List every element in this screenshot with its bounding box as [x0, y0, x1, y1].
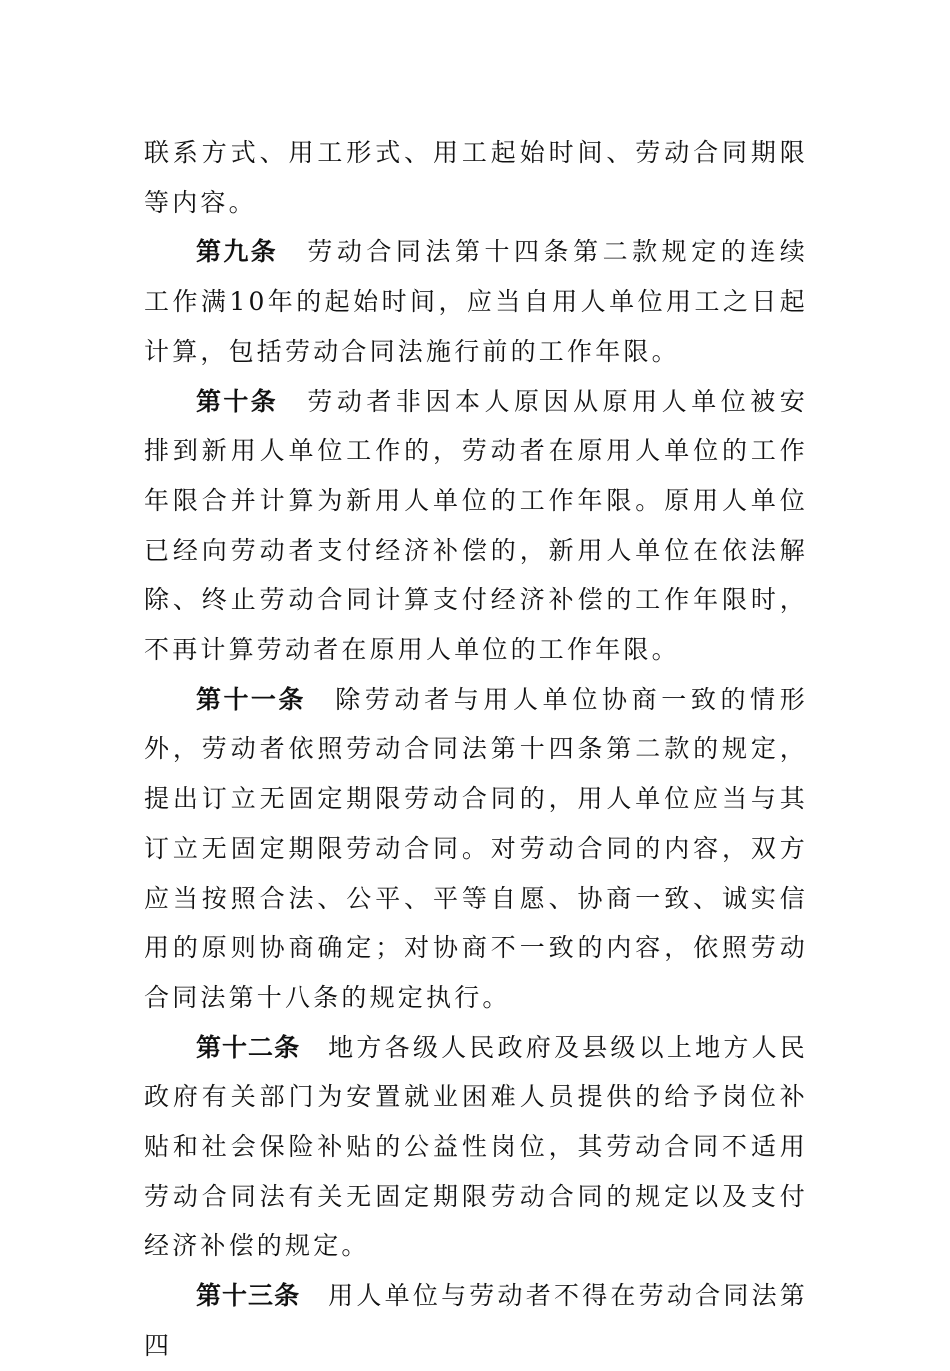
- article-13: [144, 1271, 808, 1370]
- article-number: 第九条: [196, 237, 278, 267]
- article-11: [144, 675, 808, 1023]
- article-number: 第十三条: [196, 1281, 301, 1311]
- article-number: 第十条: [196, 386, 278, 416]
- paragraph-text: 劳动合同法第十四条第二款规定的连续工作满10年的起始时间，应当自用人单位用工之日起计算，包括劳动合同法施行前的工作年限。: [144, 237, 808, 366]
- article-number: 第十二条: [196, 1032, 301, 1062]
- paragraph-text: 用人单位与劳动者不得在劳动合同法第四: [144, 1281, 808, 1360]
- article-9: [144, 227, 808, 376]
- article-12: [144, 1023, 808, 1272]
- article-10: [144, 377, 808, 675]
- document-body: [144, 128, 808, 1371]
- paragraph-text: 联系方式、用工形式、用工起始时间、劳动合同期限等内容。: [144, 138, 808, 217]
- paragraph-continuation: [144, 128, 808, 227]
- article-number: 第十一条: [196, 684, 306, 714]
- paragraph-text: 劳动者非因本人原因从原用人单位被安排到新用人单位工作的，劳动者在原用人单位的工作年限合并计算为新用人单位的工作年限。原用人单位已经向劳动者支付经济补偿的，新用人单位在依法解除、终止劳动合同计算支付经济补偿的工作年限时，不再计算劳动者在原用人单位的工作年限。: [144, 386, 808, 665]
- paragraph-text: 除劳动者与用人单位协商一致的情形外，劳动者依照劳动合同法第十四条第二款的规定，提出订立无固定期限劳动合同的，用人单位应当与其订立无固定期限劳动合同。对劳动合同的内容，双方应当按照合法、公平、平等自愿、协商一致、诚实信用的原则协商确定；对协商不一致的内容，依照劳动合同法第十八条的规定执行。: [144, 684, 808, 1012]
- paragraph-text: 地方各级人民政府及县级以上地方人民政府有关部门为安置就业困难人员提供的给予岗位补贴和社会保险补贴的公益性岗位，其劳动合同不适用劳动合同法有关无固定期限劳动合同的规定以及支付经济补偿的规定。: [144, 1032, 808, 1261]
